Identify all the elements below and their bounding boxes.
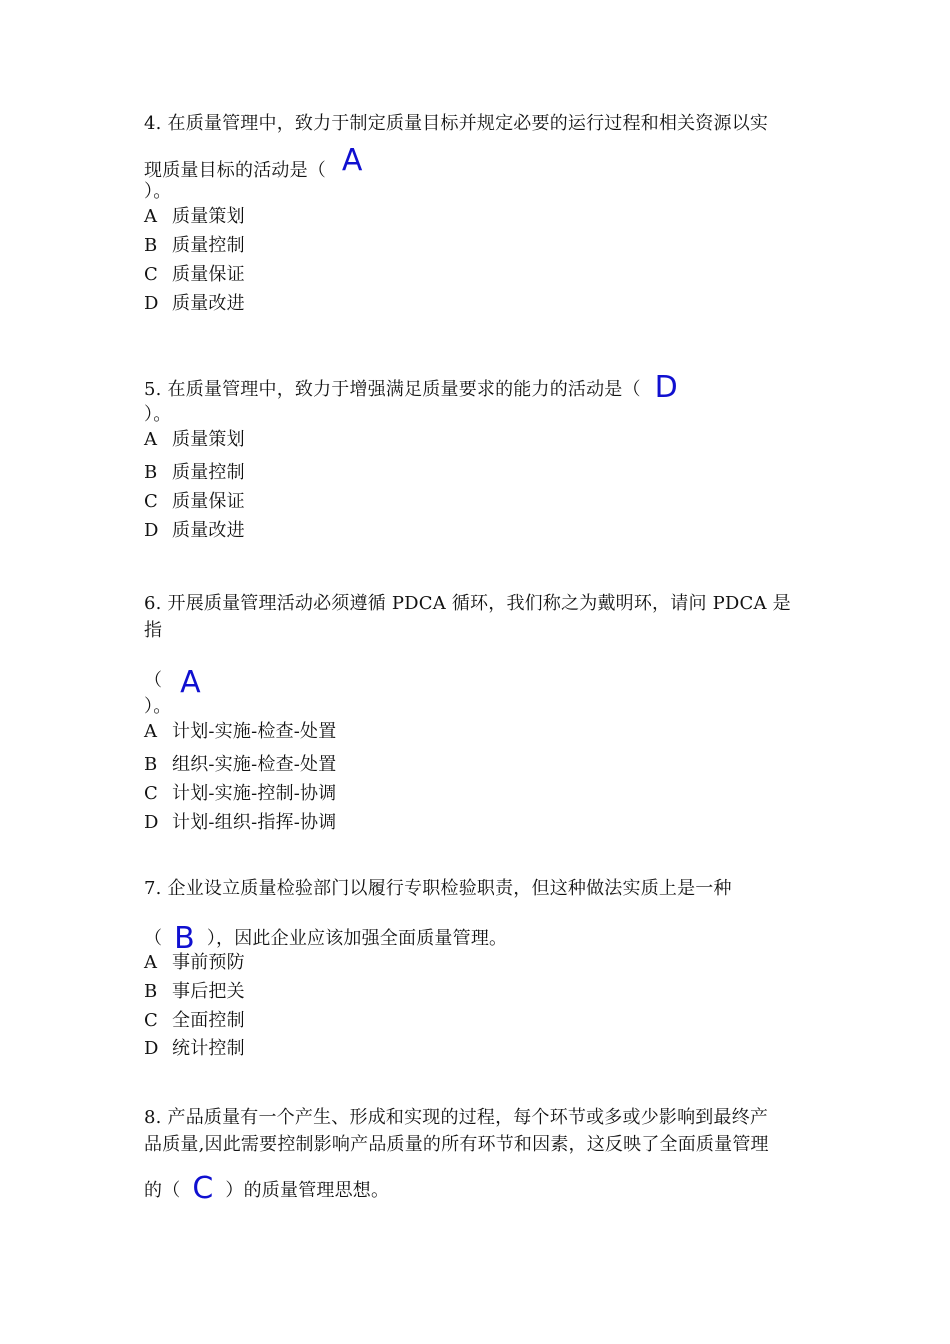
option-text: 计划-组织-指挥-协调 xyxy=(172,812,337,833)
q6-stem-line1: 6. 开展质量管理活动必须遵循 PDCA 循环，我们称之为戴明环，请问 PDCA 是 xyxy=(144,593,791,614)
q6-stem-line2: 指 xyxy=(144,620,163,641)
q8-stem-rest: ）的质量管理思想。 xyxy=(225,1180,390,1201)
option-text: 事后把关 xyxy=(172,981,245,1002)
option-letter: B xyxy=(144,754,158,775)
q6-option-b xyxy=(144,753,336,777)
option-letter: A xyxy=(144,721,158,742)
option-text: 统计控制 xyxy=(172,1038,245,1059)
q5-option-b xyxy=(144,461,245,485)
q5-stem-text: 5. 在质量管理中，致力于增强满足质量要求的能力的活动是（ xyxy=(144,379,641,400)
option-letter: D xyxy=(144,1038,159,1059)
option-letter: C xyxy=(144,1010,158,1031)
option-letter: B xyxy=(144,981,158,1002)
q8-answer: C xyxy=(192,1171,214,1206)
q4-option-a xyxy=(144,205,245,229)
option-letter: C xyxy=(144,783,158,804)
option-text: 事前预防 xyxy=(172,952,245,973)
q8-stem-line1: 8. 产品质量有一个产生、形成和实现的过程，每个环节或多或少影响到最终产 xyxy=(144,1107,769,1128)
q7-stem-rest: ），因此企业应该加强全面质量管理。 xyxy=(206,928,508,949)
option-text: 计划-实施-控制-协调 xyxy=(172,783,337,804)
option-text: 组织-实施-检查-处置 xyxy=(172,754,337,775)
q4-stem-line1: 4. 在质量管理中，致力于制定质量目标并规定必要的运行过程和相关资源以实 xyxy=(144,113,769,134)
q4-option-d xyxy=(144,292,245,316)
q7-option-a xyxy=(144,951,245,975)
option-letter: C xyxy=(144,491,158,512)
option-text: 质量控制 xyxy=(172,462,245,483)
q4-close: ）。 xyxy=(144,181,172,202)
q6-open-paren: （ xyxy=(144,670,163,691)
q8-stem-prefix: 的（ xyxy=(144,1180,181,1201)
option-text: 质量保证 xyxy=(172,264,245,285)
q5-answer: D xyxy=(654,370,678,405)
q5-option-c xyxy=(144,490,245,514)
q8-stem-line3 xyxy=(144,1171,390,1206)
q7-option-c xyxy=(144,1009,245,1033)
q6-answer-line xyxy=(144,662,201,700)
option-text: 质量策划 xyxy=(172,206,245,227)
q4-option-b xyxy=(144,234,245,258)
option-text: 计划-实施-检查-处置 xyxy=(172,721,337,742)
q5-option-d xyxy=(144,519,245,543)
q7-stem-line1: 7. 企业设立质量检验部门以履行专职检验职责，但这种做法实质上是一种 xyxy=(144,878,732,899)
option-text: 质量控制 xyxy=(172,235,245,256)
q4-stem-text: 现质量目标的活动是（ xyxy=(144,160,326,181)
q6-answer: A xyxy=(180,665,201,700)
option-text: 质量策划 xyxy=(172,429,245,450)
q4-answer: A xyxy=(341,143,363,178)
q6-close: ）。 xyxy=(144,696,172,717)
q6-option-a xyxy=(144,720,336,744)
q8-stem-line2: 品质量,因此需要控制影响产品质量的所有环节和因素，这反映了全面质量管理 xyxy=(144,1134,769,1155)
option-letter: A xyxy=(144,206,158,227)
option-letter: A xyxy=(144,429,158,450)
q6-option-c xyxy=(144,782,336,806)
option-text: 质量改进 xyxy=(172,520,245,541)
q7-stem-line2 xyxy=(144,920,508,956)
option-letter: B xyxy=(144,462,158,483)
option-letter: B xyxy=(144,235,158,256)
option-letter: D xyxy=(144,293,159,314)
q7-option-d xyxy=(144,1037,245,1061)
q5-option-a xyxy=(144,428,245,452)
option-text: 质量改进 xyxy=(172,293,245,314)
q5-stem-line1 xyxy=(144,370,678,405)
q7-option-b xyxy=(144,980,245,1004)
option-letter: C xyxy=(144,264,158,285)
q4-option-c xyxy=(144,263,245,287)
q7-answer: B xyxy=(174,921,195,956)
q7-open-paren: （ xyxy=(144,928,163,949)
option-letter: D xyxy=(144,520,159,541)
option-text: 全面控制 xyxy=(172,1010,245,1031)
option-letter: D xyxy=(144,812,159,833)
option-text: 质量保证 xyxy=(172,491,245,512)
option-letter: A xyxy=(144,952,158,973)
q6-option-d xyxy=(144,811,336,835)
q4-stem-line2 xyxy=(144,143,363,183)
q5-close: ）。 xyxy=(144,404,172,425)
